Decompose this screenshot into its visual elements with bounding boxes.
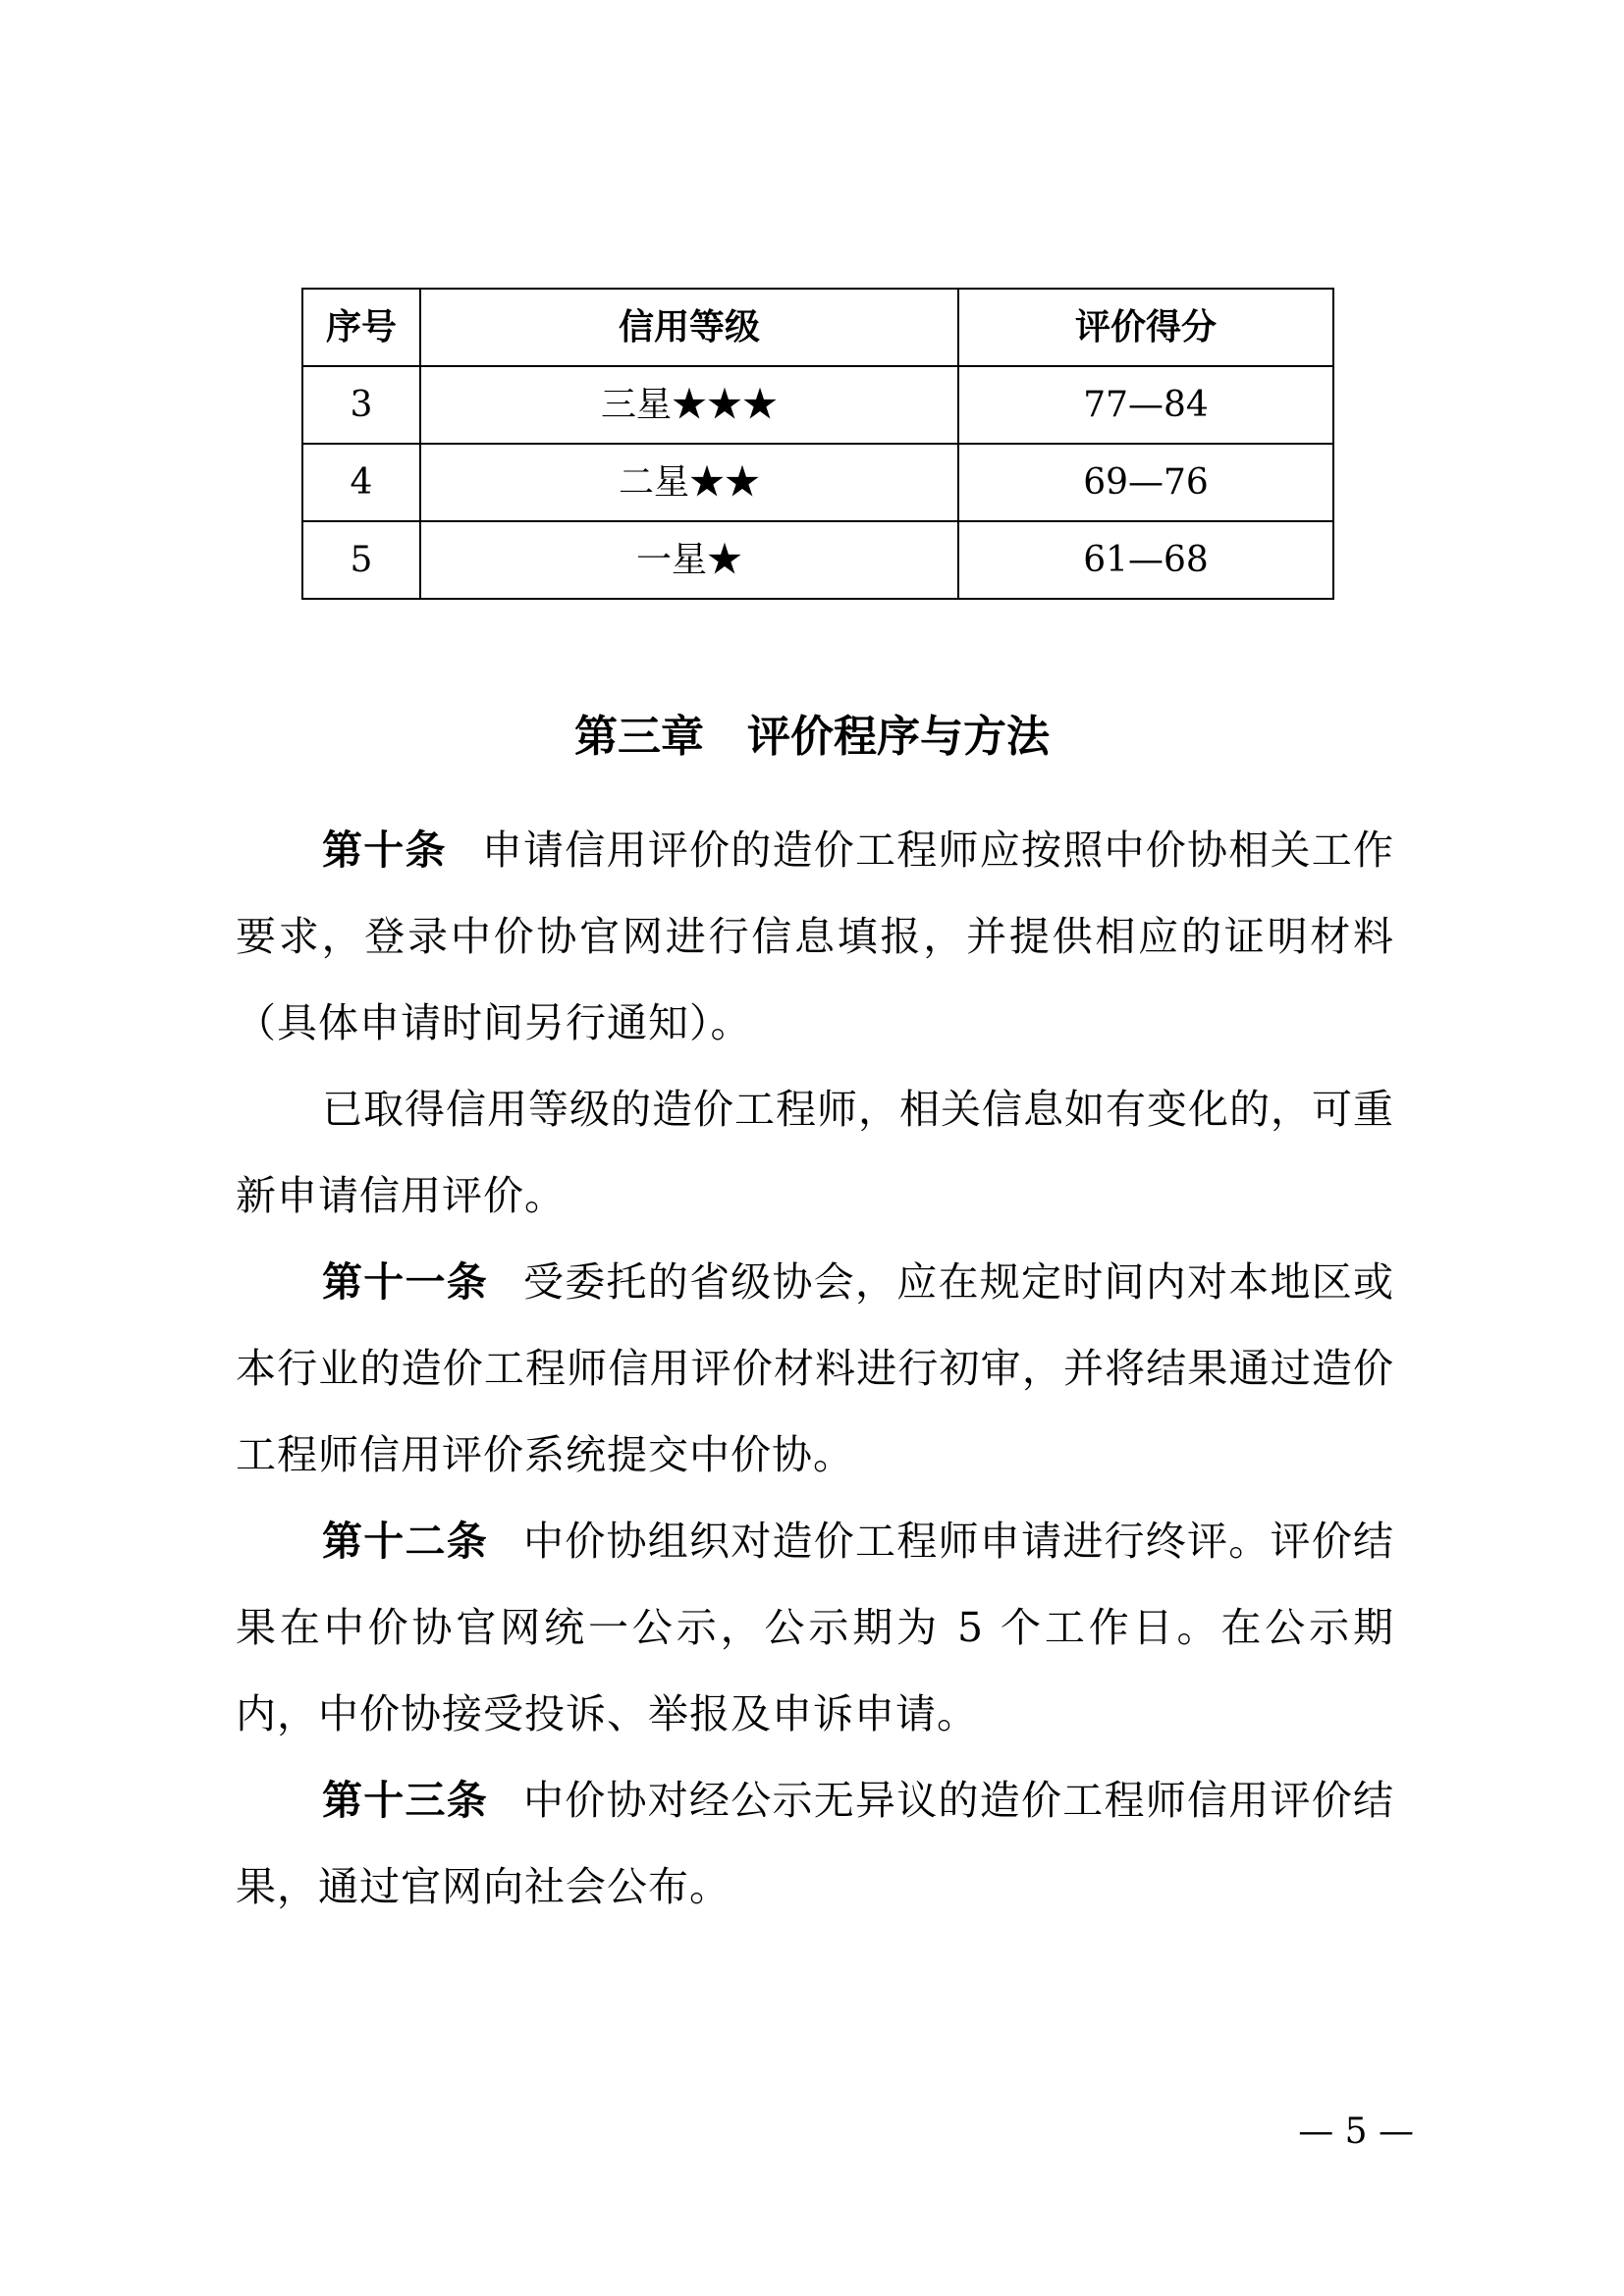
article-paragraph <box>236 1498 1394 1757</box>
article-text: 申请信用评价的造价工程师应按照中价协相关工作要求，登录中价协官网进行信息填报，并提供相应的证明材料（具体申请时间另行通知）。 <box>236 827 1394 1046</box>
article-text: 中价协对经公示无异议的造价工程师信用评价结果，通过官网向社会公布。 <box>236 1777 1394 1910</box>
cell-serial-number: 4 <box>302 444 420 521</box>
credit-grade-table <box>301 288 1334 600</box>
table-row <box>302 521 1333 599</box>
cell-credit-grade: 一星★ <box>420 521 958 599</box>
table-row <box>302 366 1333 444</box>
article-paragraph <box>236 1239 1394 1498</box>
article-number: 第十条 <box>322 827 447 874</box>
article-paragraph <box>236 807 1394 1066</box>
article-paragraph <box>236 1066 1394 1239</box>
article-number: 第十一条 <box>322 1258 488 1306</box>
page-number: — 5 — <box>1298 2111 1414 2152</box>
header-evaluation-score: 评价得分 <box>958 289 1333 366</box>
article-paragraph <box>236 1757 1394 1930</box>
header-credit-grade: 信用等级 <box>420 289 958 366</box>
cell-credit-grade: 三星★★★ <box>420 366 958 444</box>
cell-evaluation-score: 61—68 <box>958 521 1333 599</box>
table-header-row <box>302 289 1333 366</box>
article-text: 中价协组织对造价工程师申请进行终评。评价结果在中价协官网统一公示，公示期为 5 个工作日。在公示期内，中价协接受投诉、举报及申诉申请。 <box>236 1518 1394 1737</box>
cell-evaluation-score: 69—76 <box>958 444 1333 521</box>
article-number: 第十三条 <box>322 1777 488 1824</box>
cell-serial-number: 3 <box>302 366 420 444</box>
cell-credit-grade: 二星★★ <box>420 444 958 521</box>
table-row <box>302 444 1333 521</box>
header-serial-number: 序号 <box>302 289 420 366</box>
article-text: 已取得信用等级的造价工程师，相关信息如有变化的，可重新申请信用评价。 <box>236 1086 1394 1219</box>
article-text: 受委托的省级协会，应在规定时间内对本地区或本行业的造价工程师信用评价材料进行初审，并将结果通过造价工程师信用评价系统提交中价协。 <box>236 1258 1394 1478</box>
cell-serial-number: 5 <box>302 521 420 599</box>
cell-evaluation-score: 77—84 <box>958 366 1333 444</box>
chapter-heading: 第三章 评价程序与方法 <box>574 712 1050 762</box>
article-number: 第十二条 <box>322 1518 488 1565</box>
